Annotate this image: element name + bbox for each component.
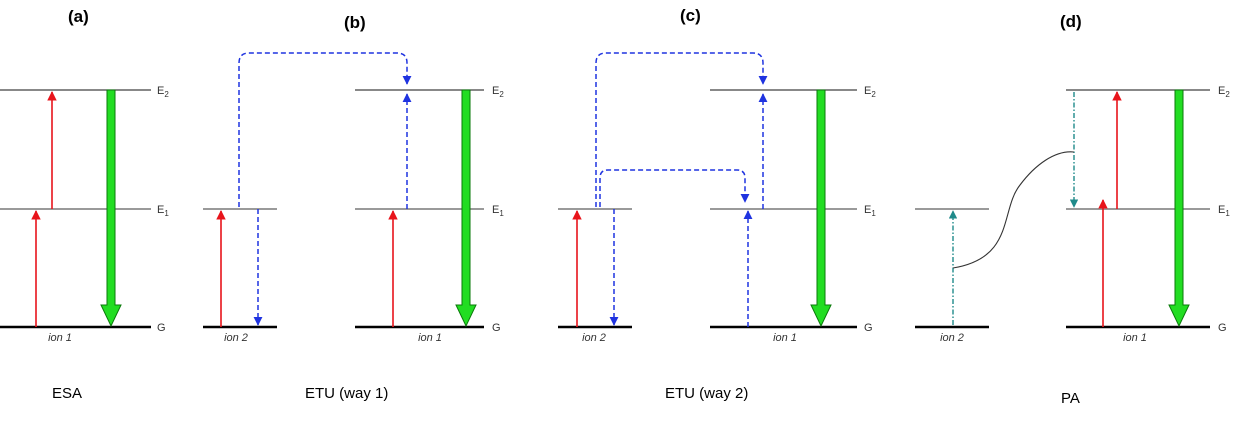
level-e2-label: $E_2$ (1218, 85, 1230, 99)
panel-c-etu-way2 (558, 6, 876, 402)
panel-c-label: (c) (680, 6, 701, 25)
level-g-label: G (1218, 322, 1227, 334)
level-e1-label: $E_1$ (157, 204, 169, 218)
panel-b-etu-way1 (203, 13, 504, 402)
caption-pa: PA (1061, 390, 1080, 407)
caption-etu-way1: ETU (way 1) (305, 385, 389, 402)
ion-1-label: ion 1 (1123, 332, 1147, 344)
panel-a-esa (0, 7, 169, 402)
level-g-label: G (157, 322, 166, 334)
ion-2-label: ion 2 (224, 332, 248, 344)
panel-a-label: (a) (68, 7, 89, 26)
ion-1-label: ion 1 (418, 332, 442, 344)
level-e1-label: $E_1$ (1218, 204, 1230, 218)
energy-transfer-path-inner (600, 170, 745, 207)
ion-2-label: ion 2 (582, 332, 606, 344)
level-g-label: G (492, 322, 501, 334)
panel-b-label: (b) (344, 13, 366, 32)
level-e1-label: $E_1$ (492, 204, 504, 218)
panel-d-pa (915, 12, 1230, 407)
ion-1-label: ion 1 (773, 332, 797, 344)
level-e1-label: $E_1$ (864, 204, 876, 218)
level-e2-label: $E_2$ (157, 85, 169, 99)
level-g-label: G (864, 322, 873, 334)
caption-esa: ESA (52, 385, 83, 402)
ion-1-label: ion 1 (48, 332, 72, 344)
panel-d-label: (d) (1060, 12, 1082, 31)
level-e2-label: $E_2$ (492, 85, 504, 99)
energy-transfer-path (239, 53, 407, 207)
ion-2-label: ion 2 (940, 332, 964, 344)
energy-transfer-path-outer (596, 53, 763, 207)
level-e2-label: $E_2$ (864, 85, 876, 99)
caption-etu-way2: ETU (way 2) (665, 385, 749, 402)
